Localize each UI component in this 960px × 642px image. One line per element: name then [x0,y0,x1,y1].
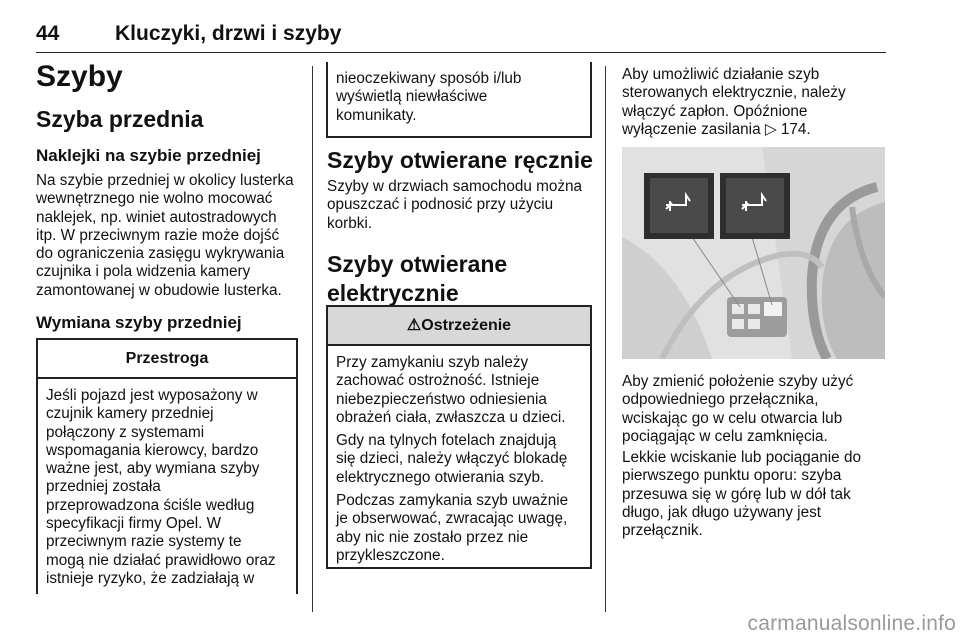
caution-box [36,338,298,594]
warning-text [328,346,590,565]
warning-paragraph: Przy zamykaniu szyb należy zachować ostrożność. Istnieje niebezpieczeństwo odniesienia obrażeń ciała, zwłaszcza u dzieci. [336,354,566,426]
watermark: carmanualsonline.info [747,612,956,635]
caution-continued-text: nieoczekiwany sposób i/lub wyświetlą niewłaściwe komunikaty. [336,70,522,124]
reference-arrow-icon: ▷ [764,120,777,138]
column-divider-1 [312,66,313,612]
warning-paragraph: Gdy na tylnych fotelach znajdują się dzieci, należy włączyć blokadę elektrycznego otwierania szyb. [336,432,568,486]
caution-continued-box [326,62,592,138]
replacement-heading: Wymiana szyby przedniej [36,313,242,332]
warning-header [328,307,590,346]
chapter-title: Kluczyki, drzwi i szyby [115,22,342,45]
caution-text: Jeśli pojazd jest wyposażony w czujnik kamery przedniej połączony z systemami wspomagania kierowcy, bardzo ważne jest, aby wymiana szyby przedniej została przeprowadzona ściśle według specyfikacji firmy Opel. W przeciwnym razie systemy te mogą nie działać prawidłowo oraz istnieje ryzyko, że zadziałają w [46,387,276,587]
manual-windows-text: Szyby w drzwiach samochodu można opuszczać i podnosić przy użyciu korbki. [327,178,583,232]
window-switch-illustration [622,147,885,359]
page-number: 44 [36,22,60,45]
page-reference: 174. [776,120,811,138]
light-press-paragraph: Lekkie wciskanie lub pociąganie do pierwszego punktu oporu: szyba przesuwa się w górę lub w dół tak długo, jak długo używany jest przełącznik. [622,449,861,540]
column-divider-2 [605,66,606,612]
warning-title: Ostrzeżenie [421,317,512,334]
warning-icon: ⚠ [406,317,422,334]
subsection-title: Szyba przednia [36,106,204,132]
warning-box [326,305,592,569]
section-title: Szyby [36,60,123,93]
warning-paragraph: Podczas zamykania szyb uważnie je obserwować, zwracając uwagę, aby nic nie zostało przez nie przykleszczone. [336,492,569,564]
header-rule [36,52,886,53]
switch-usage-paragraph: Aby zmienić położenie szyby użyć odpowiedniego przełącznika, wciskając go w celu otwarcia lub pociągając w celu zamknięcia. [622,373,854,445]
power-info-paragraph: Aby umożliwić działanie szyb sterowanych elektrycznie, należy włączyć zapłon. Opóźnione wyłączenie zasilania ▷ 174. [622,66,846,138]
window-switch-photo [622,147,885,359]
stickers-paragraph: Na szybie przedniej w okolicy lusterka wewnętrznego nie wolno mocować naklejek, np. winiet autostradowych itp. W przeciwnym razie może dojść do ograniczenia zasięgu wykrywania czujnika i pola widzenia kamery zamontowanej w obudowie lusterka. [36,172,294,299]
manual-windows-heading: Szyby otwierane ręcznie [327,147,593,173]
stickers-heading: Naklejki na szybie przedniej [36,146,261,165]
caution-title: Przestroga [38,340,296,379]
electric-windows-heading: Szyby otwierane elektrycznie [327,251,508,306]
